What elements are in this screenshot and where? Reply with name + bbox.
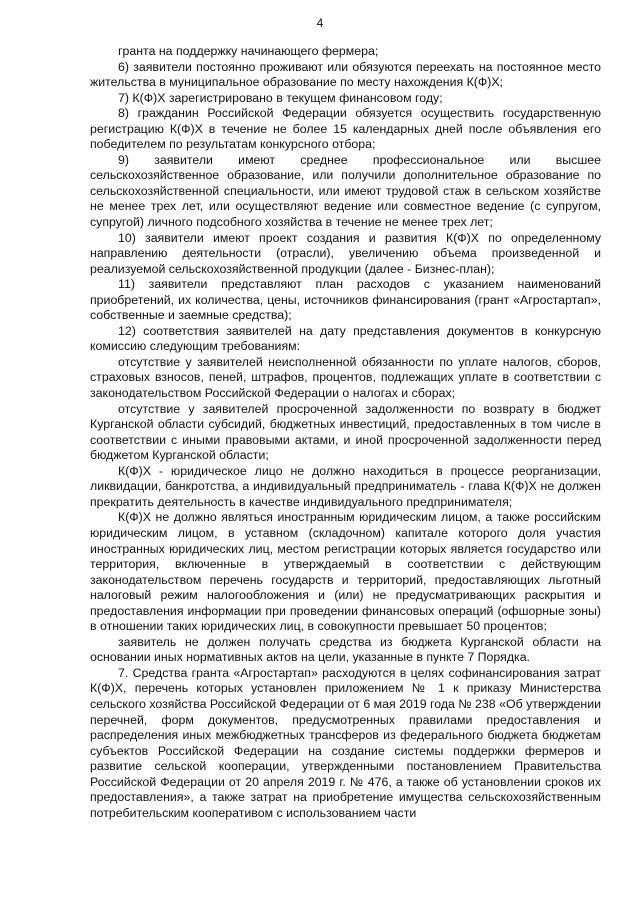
paragraph-reorganization-requirement: К(Ф)Х - юридическое лицо не должно находиться в процессе реорганизации, ликвидации, банкротства, а индивидуальный предприниматель - глава К(Ф)Х не должен прекратить деятельность в качестве индивидуального предпринимателя; <box>90 463 601 509</box>
paragraph-item-7: 7) К(Ф)Х зарегистрировано в текущем финансовом году; <box>118 90 443 105</box>
paragraph-item-6: 6) заявители постоянно проживают или обязуются переехать на постоянное место жительства в муниципальное образование по месту нахождения К(Ф)Х; <box>90 59 601 90</box>
paragraph-item-8: 8) гражданин Российской Федерации обязуется осуществить государственную регистрацию К(Ф)Х в течение не более 15 календарных дней после объявления его победителем по результатам конкурсного отбора; <box>90 106 601 152</box>
paragraph-debt-requirement: отсутствие у заявителей просроченной задолженности по возврату в бюджет Курганской области субсидий, бюджетных инвестиций, предоставленных в том числе в соответствии с иными правовыми актами, и иной просроченной задолженности перед бюджетом Курганской области; <box>90 401 601 463</box>
paragraph-other-funding-requirement: заявитель не должен получать средства из бюджета Курганской области на основании иных нормативных актов на цели, указанные в пункте 7 Порядка. <box>90 634 601 665</box>
paragraph-section-7: 7. Средства гранта «Агростартап» расходуются в целях софинансирования затрат К(Ф)Х, перечень которых установлен приложением № 1 к приказу Министерства сельского хозяйства Российской Федерации от 6 мая 2019 года № 238 «Об утверждении перечней, форм документов, предусмотренных правилами предоставления и распределения иных межбюджетных трансферов из федерального бюджета бюджетам субъектов Российской Федерации на создание системы поддержки фермеров и развитие сельской кооперации, утвержденными постановлением Правительства Российской Федерации от 20 апреля 2019 г. № 476, а также об установлении сроков их предоставления», а также затрат на приобретение имущества сельскохозяйственным потребительским кооперативом с использованием части <box>90 665 601 820</box>
paragraph-continuation: гранта на поддержку начинающего фермера; <box>118 44 379 58</box>
paragraph-item-9: 9) заявители имеют среднее профессиональное или высшее сельскохозяйственное образование, или получили дополнительное образование по сельскохозяйственной специальности, или имеют трудовой стаж в сельском хозяйстве не менее трех лет, или осуществляют ведение или совместное ведение (с супругом, супругой) личного подсобного хозяйства в течение не менее трех лет; <box>90 152 601 230</box>
page-number: 4 <box>316 16 324 30</box>
document-body <box>90 44 601 821</box>
paragraph-item-10: 10) заявители имеют проект создания и развития К(Ф)Х по определенному направлению деятельности (отрасли), увеличению объема произведенной и реализуемой сельскохозяйственной продукции (далее - Бизнес-план); <box>90 230 601 276</box>
paragraph-item-11: 11) заявители представляют план расходов с указанием наименований приобретений, их количества, цены, источников финансирования (грант «Агростартап», собственные и заемные средства); <box>90 277 601 323</box>
paragraph-item-12: 12) соответствия заявителей на дату представления документов в конкурсную комиссию следующим требованиям: <box>90 323 601 354</box>
paragraph-tax-requirement: отсутствие у заявителей неисполненной обязанности по уплате налогов, сборов, страховых взносов, пеней, штрафов, процентов, подлежащих уплате в соответствии с законодательством Российской Федерации о налогах и сборах; <box>90 354 601 401</box>
paragraph-foreign-entity-requirement: К(Ф)Х не должно являться иностранным юридическим лицом, а также российским юридическим лицом, в уставном (складочном) капитале которого доля участия иностранных юридических лиц, местом регистрации которых является государство или территория, включенные в утверждаемый в соответствии с действующим законодательством перечень государств и территорий, предоставляющих льготный налоговый режим налогообложения и (или) не предусматривающих раскрытия и предоставления информации при проведении финансовых операций (офшорные зоны) в отношении таких юридических лиц, в совокупности превышает 50 процентов; <box>90 510 601 634</box>
